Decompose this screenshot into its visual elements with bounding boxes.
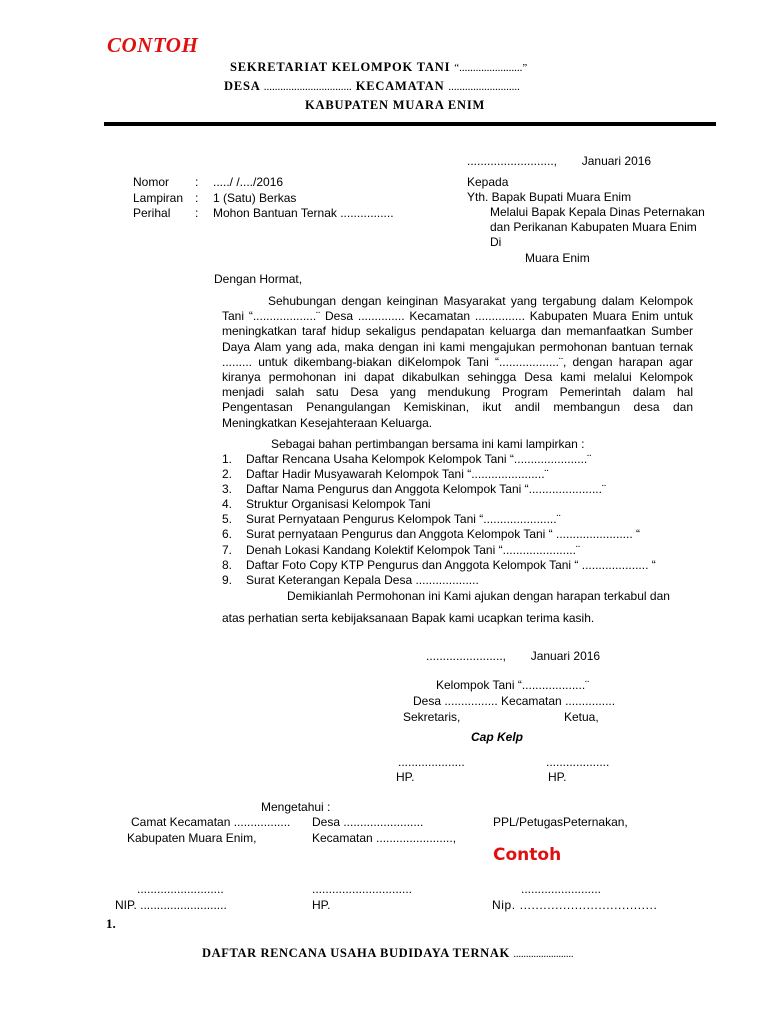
letterhead-desa-fill: ................................: [263, 81, 352, 93]
ppl-label: PPL/PetugasPeternakan,: [493, 815, 628, 829]
recipient-kepada: Kepada: [467, 175, 509, 189]
camat-nip: NIP. ..........................: [115, 898, 227, 912]
list-item-number: 6.: [222, 527, 233, 542]
meta-sep: :: [195, 190, 199, 205]
letterhead-title: SEKRETARIAT KELOMPOK TANI: [230, 60, 451, 74]
list-item: [222, 497, 656, 512]
list-item: [222, 558, 656, 573]
meta-row-perihal: [133, 206, 394, 222]
group-stamp: Cap Kelp: [471, 730, 524, 744]
camat-label: Camat Kecamatan .................: [131, 815, 291, 829]
meta-value: 1 (Satu) Berkas: [213, 190, 297, 205]
sign-date-value: Januari 2016: [530, 649, 601, 663]
letterhead-desa-label: DESA: [224, 79, 260, 93]
recipient-via-1: Melalui Bapak Kepala Dinas Peternakan: [490, 205, 705, 219]
closing-line-1: Demikianlah Permohonan ini Kami ajukan dengan harapan terkabul dan: [287, 589, 670, 603]
ppl-nip-dots: ...................................: [519, 898, 658, 912]
footer-title-dots: ........................: [513, 949, 574, 960]
list-item-number: 5.: [222, 512, 233, 527]
meta-label: Perihal: [133, 206, 171, 220]
body-line: Meningkatkan Kesejahteraan Keluarga.: [222, 415, 433, 430]
salutation: Dengan Hormat,: [214, 272, 303, 286]
meta-row-lampiran: [133, 191, 394, 207]
meta-value: ...../ /..../2016: [213, 175, 284, 189]
recipient-yth: Yth. Bapak Bupati Muara Enim: [467, 190, 632, 204]
closing-line-2: atas perhatian serta kebijaksanaan Bapak kami ucapkan terima kasih.: [222, 611, 595, 625]
list-item-number: 2.: [222, 467, 233, 482]
list-item: [222, 467, 656, 482]
ppl-nip-label: Nip.: [492, 898, 516, 912]
list-item: [222, 452, 656, 467]
body-line: ......... untuk dikembang-biakan diKelompok Tani “..................¨, dengan harapan agar: [222, 354, 693, 369]
chair-hp: HP.: [548, 770, 567, 784]
desa-label: Desa ........................: [312, 815, 424, 829]
letterhead-kecamatan-label: KECAMATAN: [355, 79, 445, 93]
body-line: Tani “...................¨ Desa .............. Kecamatan ............... Kabupaten Muara Enim untuk: [222, 309, 693, 324]
recipient-di: Di: [490, 235, 502, 249]
letter-date: [467, 154, 651, 168]
letterhead-line1: [230, 60, 527, 75]
meta-label: Nomor: [133, 175, 170, 189]
letter-date-value: Januari 2016: [581, 154, 652, 168]
list-item-number: 8.: [222, 557, 233, 572]
meta-sep: :: [195, 175, 199, 189]
list-item-number: 3.: [222, 482, 233, 497]
body-line: Sehubungan dengan keinginan Masyarakat yang tergabung dalam Kelompok: [268, 294, 693, 308]
list-item: [222, 573, 656, 588]
recipient-via-2: dan Perikanan Kabupaten Muara Enim: [490, 220, 697, 234]
watermark-contoh-top: CONTOH: [107, 33, 199, 57]
footer-title: [202, 946, 574, 961]
letterhead-kecamatan-fill: ..........................: [448, 81, 520, 93]
list-item: [222, 482, 656, 497]
watermark-contoh-middle: Contoh: [493, 845, 562, 865]
meta-sep: :: [195, 206, 199, 220]
meta-row-nomor: [133, 175, 394, 191]
body-paragraph: [222, 294, 693, 431]
body-line: Pengentasan Penangulangan Kemiskinan, ikut andil membangun desa dan: [222, 400, 693, 415]
body-line: kiranya permohonan ini dapat dikabulkan sehingga Desa kami melalui Kelompok: [222, 370, 693, 385]
body-line: Daya Alam yang ada, maka dengan ini kami mengajukan permohonan bantuan ternak: [222, 339, 693, 354]
list-item-number: 7.: [222, 542, 233, 557]
secretary-label: Sekretaris,: [403, 710, 461, 724]
ppl-nip: [492, 898, 657, 912]
kabupaten-label: Kabupaten Muara Enim,: [127, 831, 257, 845]
chair-signature-line: ...................: [546, 755, 610, 769]
list-item-text: Surat Pernyataan Pengurus Kelompok Tani “......................¨: [246, 512, 561, 527]
attachments-list: [222, 452, 656, 588]
chair-label: Ketua,: [564, 710, 599, 724]
body-line: meningkatkan taraf hidup sekaligus pendapatan keluarga dan memanfaatkan Sumber: [222, 324, 693, 339]
list-item-text: Struktur Organisasi Kelompok Tani: [246, 497, 431, 512]
list-item-number: 4.: [222, 497, 233, 512]
kecamatan-label: Kecamatan .......................,: [312, 831, 457, 845]
recipient-city: Muara Enim: [525, 251, 590, 265]
camat-signature-line: ..........................: [137, 882, 224, 896]
letterhead-group-fill: “.......................”: [454, 62, 528, 74]
letterhead-line3: KABUPATEN MUARA ENIM: [305, 98, 486, 112]
list-item: [222, 527, 656, 542]
group-location: Desa ................ Kecamatan ...............: [413, 694, 616, 708]
sign-date: [426, 649, 600, 663]
meta-label: Lampiran: [133, 190, 184, 205]
body-line: menjadi salah satu Desa yang mendukung Program Pemerintah dalam hal: [222, 385, 693, 400]
footer-number: 1.: [106, 916, 116, 931]
letter-date-place: ..........................,: [467, 154, 558, 168]
list-item-text: Daftar Foto Copy KTP Pengurus dan Anggota Kelompok Tani “ .................... “: [246, 557, 656, 572]
approval-heading: Mengetahui :: [261, 800, 331, 814]
list-item-text: Surat Keterangan Kepala Desa ...................: [246, 572, 479, 587]
desa-hp: HP.: [312, 898, 331, 912]
list-item-text: Daftar Hadir Musyawarah Kelompok Tani “......................¨: [246, 467, 549, 482]
secretary-hp: HP.: [396, 770, 415, 784]
list-item-number: 1.: [222, 452, 233, 466]
group-name: Kelompok Tani “...................¨: [436, 678, 590, 692]
attachments-intro: Sebagai bahan pertimbangan bersama ini kami lampirkan :: [271, 437, 585, 451]
letterhead-divider: [104, 122, 716, 126]
meta-value: Mohon Bantuan Ternak ................: [213, 206, 394, 220]
desa-signature-line: ..............................: [312, 882, 413, 896]
letterhead-line2: [224, 79, 520, 94]
list-item-text: Daftar Rencana Usaha Kelompok Kelompok Tani “......................¨: [246, 452, 592, 466]
secretary-signature-line: ....................: [398, 755, 465, 769]
sign-date-place: .......................,: [426, 649, 507, 663]
ppl-signature-line: ........................: [521, 882, 602, 896]
meta-block: [133, 175, 394, 222]
list-item: [222, 512, 656, 527]
list-item-number: 9.: [222, 572, 233, 587]
list-item-text: Denah Lokasi Kandang Kolektif Kelompok Tani “......................¨: [246, 542, 580, 557]
list-item-text: Surat pernyataan Pengurus dan Anggota Kelompok Tani “ ....................... “: [246, 527, 641, 542]
list-item: [222, 543, 656, 558]
footer-title-text: DAFTAR RENCANA USAHA BUDIDAYA TERNAK: [202, 946, 510, 960]
list-item-text: Daftar Nama Pengurus dan Anggota Kelompok Tani “......................¨: [246, 482, 606, 497]
